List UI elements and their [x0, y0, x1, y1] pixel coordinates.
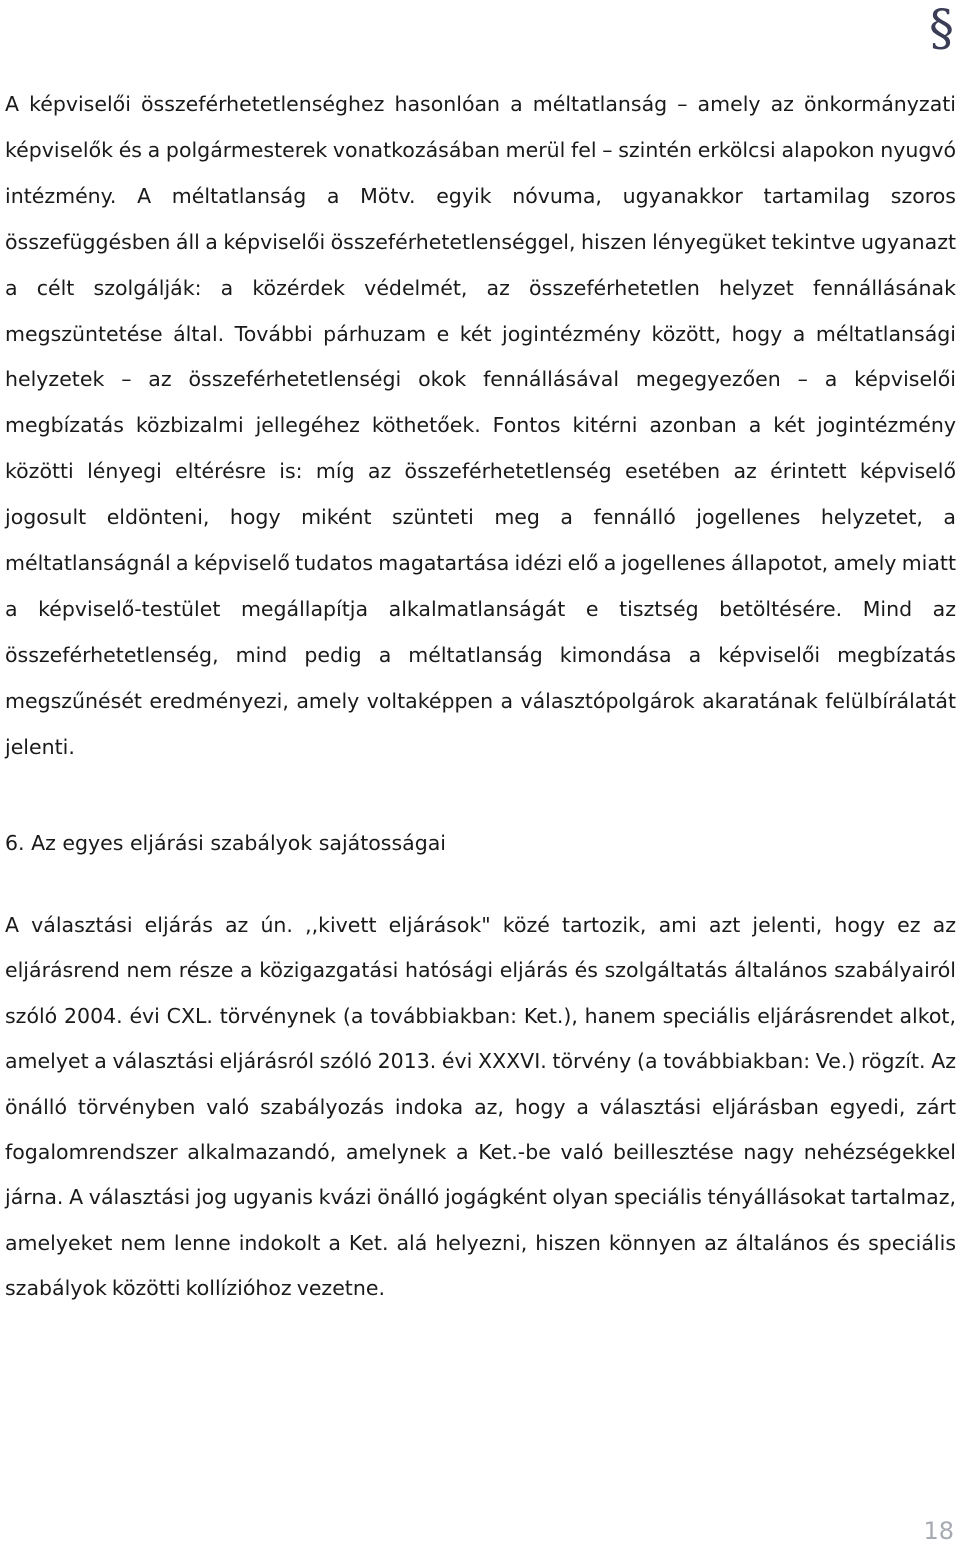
document-body [5, 82, 956, 771]
page-number: 18 [923, 1517, 954, 1545]
body-paragraph-2: A választási eljárás az ún. ,,kivett eljárások" közé tartozik, ami azt jelenti, hogy ez az eljárásrend nem része a közigazgatási hatósági eljárás és szolgáltatás általános szabályairól szóló 2004. évi CXL. törvénynek (a továbbiakban: Ket.), hanem speciális eljárásrendet alkot, amelyet a választási eljárásról szóló 2013. évi XXXVI. törvény (a továbbiakban: Ve.) rögzít. Az önálló törvényben való szabályozás indoka az, hogy a választási eljárásban egyedi, zárt fogalomrendszer alkalmazandó, amelynek a Ket.-be való beillesztése nagy nehézségekkel járna. A választási jog ugyanis kvázi önálló jogágként olyan speciális tényállásokat tartalmaz, amelyeket nem lenne indokolt a Ket. alá helyezni, hiszen könnyen az általános és speciális szabályok közötti kollízióhoz vezetne. [5, 913, 956, 1301]
section-heading: 6. Az egyes eljárási szabályok sajátosságai [5, 831, 447, 855]
section-sign-logo: § [929, 0, 954, 57]
body-paragraph-1: A képviselői összeférhetetlenséghez hasonlóan a méltatlanság – amely az önkormányzati képviselők és a polgármesterek vonatkozásában merül fel – szintén erkölcsi alapokon nyugvó intézmény. A méltatlanság a Mötv. egyik nóvuma, ugyanakkor tartamilag szoros összefüggésben áll a képviselői összeférhetetlenséggel, hiszen lényegüket tekintve ugyanazt a célt szolgálják: a közérdek védelmét, az összeférhetetlen helyzet fennállásának megszüntetése által. További párhuzam e két jogintézmény között, hogy a méltatlansági helyzetek – az összeférhetetlenségi okok fennállásával megegyezően – a képviselői megbízatás közbizalmi jellegéhez köthetőek. Fontos kitérni azonban a két jogintézmény közötti lényegi eltérésre is: míg az összeférhetetlenség esetében az érintett képviselő jogosult eldönteni, hogy miként szünteti meg a fennálló jogellenes helyzetet, a méltatlanságnál a képviselő tudatos magatartása idézi elő a jogellenes állapotot, amely miatt a képviselő-testület megállapítja alkalmatlanságát e tisztség betöltésére. Mind az összeférhetetlenség, mind pedig a méltatlanság kimondása a képviselői megbízatás megszűnését eredményezi, amely voltaképpen a választópolgárok akaratának felülbírálatát jelenti. [5, 92, 956, 759]
